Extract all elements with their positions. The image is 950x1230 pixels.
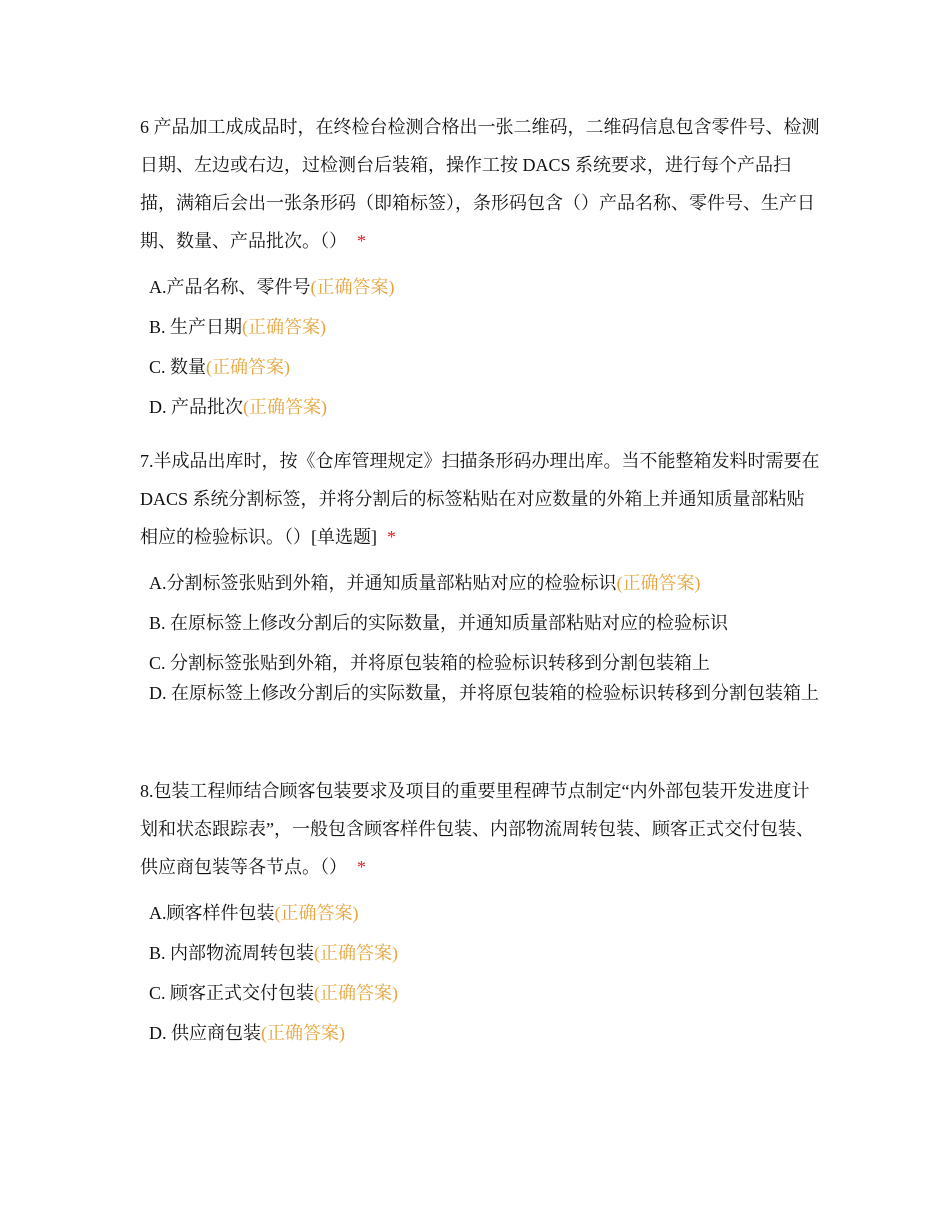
option-list — [140, 274, 820, 434]
correct-answer-label: (正确答案) — [274, 903, 359, 923]
option-text: C. 数量 — [149, 357, 207, 377]
question-text: 6 产品加工成成品时，在终检台检测合格出一张二维码，二维码信息包含零件号、检测日期、左边或右边，过检测台后装箱，操作工按 DACS 系统要求，进行每个产品扫描，满箱后会出一张条形码（即箱标签），条形码包含（）产品名称、零件号、生产日期、数量、产品批次。（） — [140, 117, 820, 251]
option-text: C. 顾客正式交付包装 — [149, 983, 315, 1003]
option-b[interactable] — [140, 940, 820, 980]
option-list — [140, 900, 820, 1060]
option-text: D. 供应商包装 — [149, 1023, 261, 1043]
option-c[interactable] — [140, 980, 820, 1020]
required-marker: * — [357, 231, 366, 251]
question-stem — [140, 108, 820, 260]
option-d[interactable] — [140, 394, 820, 434]
option-text: A.产品名称、零件号 — [149, 277, 311, 297]
question-stem — [140, 772, 820, 886]
option-text: B. 在原标签上修改分割后的实际数量，并通知质量部粘贴对应的检验标识 — [149, 613, 729, 633]
option-a[interactable] — [140, 570, 820, 610]
question-7 — [140, 442, 820, 706]
question-8 — [140, 772, 820, 1060]
question-text: 8.包装工程师结合顾客包装要求及项目的重要里程碑节点制定“内外部包装开发进度计划和状态跟踪表”，一般包含顾客样件包装、内部物流周转包装、顾客正式交付包装、供应商包装等各节点。（） — [140, 781, 814, 877]
question-text: 7.半成品出库时，按《仓库管理规定》扫描条形码办理出库。当不能整箱发料时需要在 DACS 系统分割标签，并将分割后的标签粘贴在对应数量的外箱上并通知质量部粘贴相应的检验标识。（）[单选题] — [140, 451, 820, 547]
required-marker: * — [357, 857, 366, 877]
correct-answer-label: (正确答案) — [261, 1023, 345, 1043]
question-stem — [140, 442, 820, 556]
required-marker: * — [387, 527, 396, 547]
option-text: B. 内部物流周转包装 — [149, 943, 315, 963]
option-a[interactable] — [140, 900, 820, 940]
correct-answer-label: (正确答案) — [314, 943, 399, 963]
option-a[interactable] — [140, 274, 820, 314]
option-b[interactable] — [140, 314, 820, 354]
option-d[interactable] — [140, 1020, 820, 1060]
correct-answer-label: (正确答案) — [616, 573, 701, 593]
option-c[interactable] — [140, 650, 820, 680]
question-6 — [140, 108, 820, 434]
option-text: D. 产品批次 — [149, 397, 243, 417]
option-c[interactable] — [140, 354, 820, 394]
correct-answer-label: (正确答案) — [314, 983, 399, 1003]
option-text: A.顾客样件包装 — [149, 903, 275, 923]
option-text: C. 分割标签张贴到外箱，并将原包装箱的检验标识转移到分割包装箱上 — [149, 653, 711, 673]
option-text: B. 生产日期 — [149, 317, 243, 337]
correct-answer-label: (正确答案) — [242, 317, 327, 337]
option-d[interactable] — [140, 680, 820, 706]
option-list — [140, 570, 820, 706]
option-text: D. 在原标签上修改分割后的实际数量，并将原包装箱的检验标识转移到分割包装箱上 — [149, 683, 819, 703]
correct-answer-label: (正确答案) — [206, 357, 291, 377]
correct-answer-label: (正确答案) — [310, 277, 395, 297]
option-b[interactable] — [140, 610, 820, 650]
correct-answer-label: (正确答案) — [243, 397, 327, 417]
option-text: A.分割标签张贴到外箱，并通知质量部粘贴对应的检验标识 — [149, 573, 617, 593]
